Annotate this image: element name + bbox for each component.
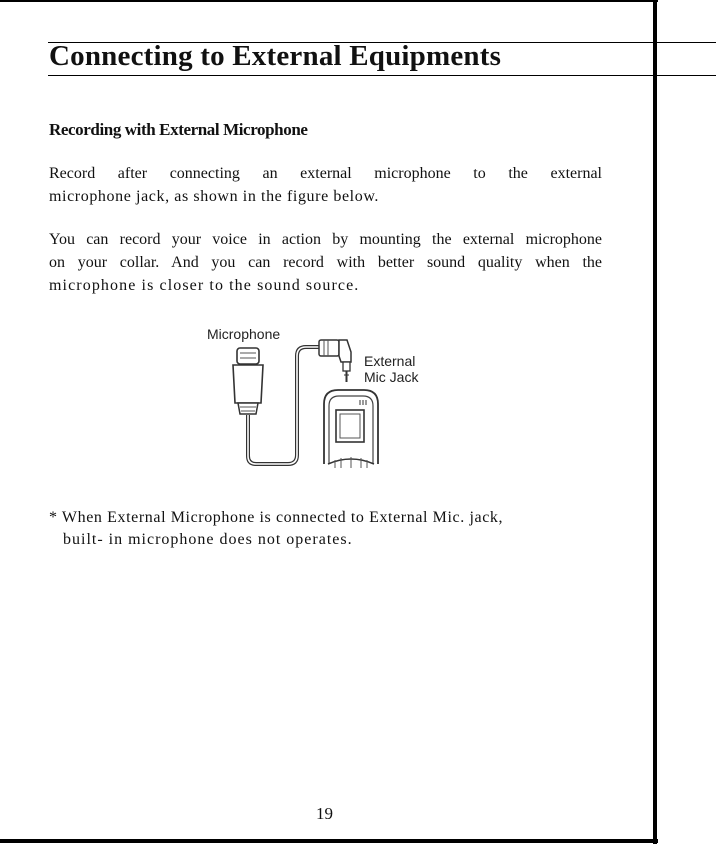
paragraph-line: Record after connecting an external microphone to the external bbox=[49, 165, 602, 182]
title-rule-bottom bbox=[48, 75, 716, 76]
operation-note bbox=[49, 507, 609, 551]
paragraph-line: on your collar. And you can record with better sound quality when the bbox=[49, 254, 602, 271]
plug-icon bbox=[319, 340, 351, 382]
external-mic-figure bbox=[200, 318, 440, 476]
microphone-label: Microphone bbox=[207, 326, 281, 342]
mic-jack-label: Mic Jack bbox=[364, 369, 419, 385]
note-line: * When External Microphone is connected to External Mic. jack, bbox=[49, 509, 504, 526]
section-title: Connecting to External Equipments bbox=[49, 40, 502, 72]
page-frame-bottom bbox=[0, 839, 658, 843]
paragraph-line: You can record your voice in action by mounting the external microphone bbox=[49, 231, 602, 248]
external-jack-label: External bbox=[364, 353, 416, 369]
paragraph-connect bbox=[49, 162, 602, 208]
paragraph-line: microphone jack, as shown in the figure below. bbox=[49, 188, 380, 205]
page-number: 19 bbox=[316, 804, 333, 823]
paragraph-collar bbox=[49, 228, 602, 297]
sub-heading: Recording with External Microphone bbox=[49, 120, 308, 139]
microphone-icon bbox=[233, 348, 263, 414]
page-frame-top bbox=[0, 0, 658, 2]
note-line: built- in microphone does not operates. bbox=[63, 531, 353, 548]
recorder-device-icon bbox=[324, 390, 378, 468]
page-frame-right bbox=[653, 0, 657, 844]
paragraph-line: microphone is closer to the sound source. bbox=[49, 277, 360, 294]
